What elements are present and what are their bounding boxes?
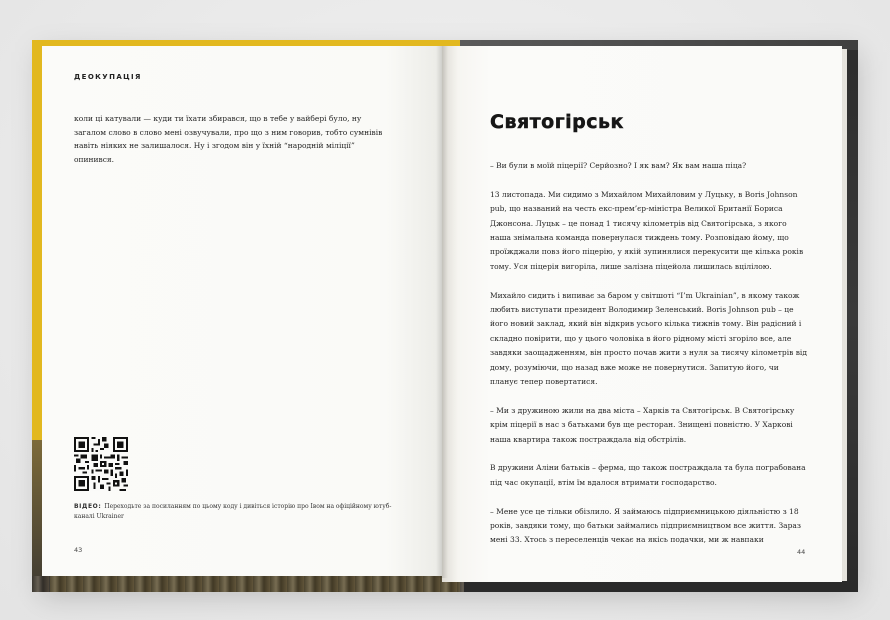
video-label: ВІДЕО:	[74, 503, 102, 510]
video-caption	[74, 502, 404, 522]
cover-photo-band	[32, 576, 464, 592]
right-body-text	[490, 159, 808, 562]
video-caption-text: Переходьте за посиланням по цьому коду і дивіться історію про Івом на офіційному ютуб-каналі Ukrainer	[74, 503, 392, 520]
paragraph: – Ми з дружиною жили на два міста – Харків та Святогірськ. В Святогірську крім піцерії в нас з батьками був ще ресторан. Знищені повністю. У Харкові наша квартира також постраждала від обстрілів.	[490, 405, 795, 444]
paragraph: В дружини Аліни батьків – ферма, що також постраждала та була пограбована під час окупації, втім їм вдалося втримати господарство.	[490, 463, 806, 487]
paragraph: – Мене усе це тільки обізлило. Я займаюсь підприємницькою діяльністю з 18 років, завдяки тому, що батьки займались підприємництвом все життя. Зараз мені 33. Хтось з переселенців чекає на якісь подачки, ми ж навпаки	[490, 506, 801, 545]
page-edges	[842, 49, 847, 581]
book-gutter	[436, 46, 448, 578]
paragraph: – Ви були в моїй піцерії? Серйозно? І як вам? Як вам наша піца?	[490, 161, 747, 170]
running-head: ДЕОКУПАЦІЯ	[74, 73, 142, 81]
page-number-right: 44	[797, 548, 806, 556]
qr-code-icon[interactable]	[74, 437, 128, 491]
page-number-left: 43	[74, 546, 83, 554]
left-body-text: коли ці катували — куди ти їхати збирався, що в тебе у вайбері було, ну загалом слово в слово мені озвучували, про що з ним говорив, тобто сумнівів навіть ніяких не залишалося. Ну і згодом він у їхній “народній міліції” опинився.	[74, 114, 383, 164]
chapter-title: Святогірськ	[490, 111, 624, 133]
paragraph: 13 листопада. Ми сидимо з Михайлом Михайловим у Луцьку, в Boris Johnson pub, що названий на честь екс-прем’єр-міністра Великої Британії Бориса Джонсона. Луцьк – це понад 1 тисячу кілометрів від Святогірська, з якого наша знімальна команда повернулася тиждень тому. Розповідаю йому, що проїжджали повз його піцерію, у якій зупинялися перекусити ще кілька років тому. Уся піцерія вигоріла, лише залізна піцейола лишилась вцілілою.	[490, 189, 804, 271]
paragraph: Михайло сидить і випиває за баром у світшоті “I’m Ukrainian”, в якому також любить виступати президент Володимир Зеленський. Boris Johnson pub – це його новий заклад, який він відкрив усього кілька тижнів тому. Він радісний і складно повірити, що у цього чоловіка в його рідному місті згоріло все, але завдяки заощадженням, він просто почав жити з нуля за тисячу кілометрів від дому, розуміючи, що назад вже може не повернутися. Запитую його, чи планує тепер повертатися.	[490, 290, 807, 387]
